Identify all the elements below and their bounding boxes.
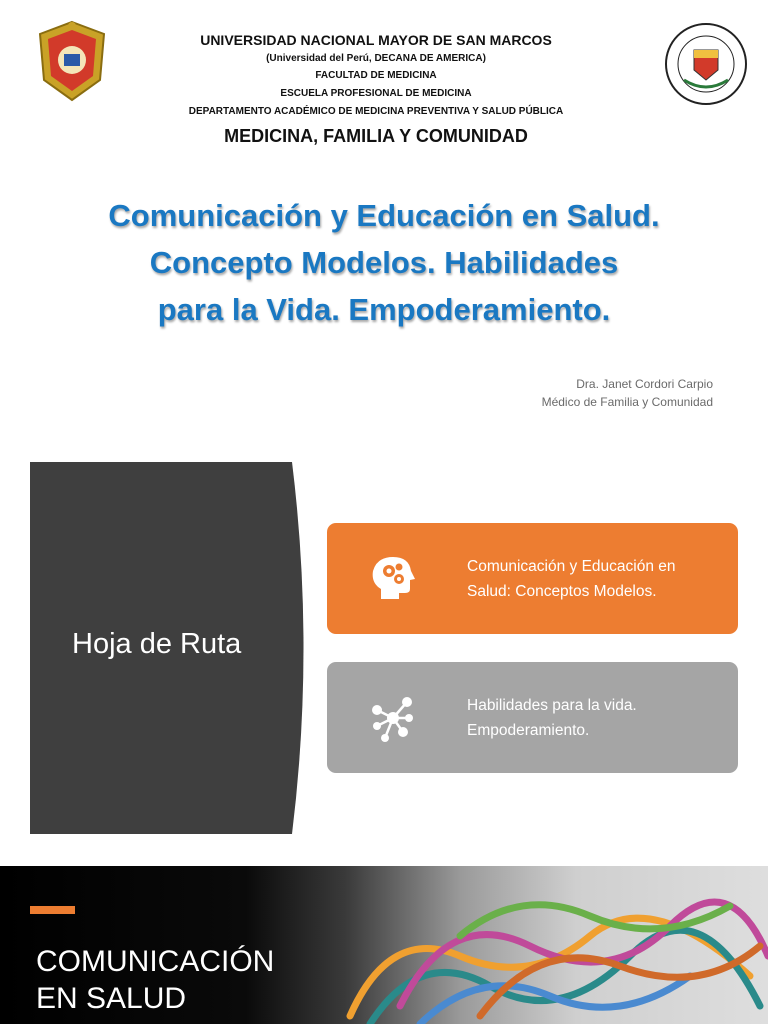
faculty-seal-icon [664,22,748,106]
network-icon [363,688,423,748]
roadmap-item-line: Habilidades para la vida. [467,697,637,714]
university-name: UNIVERSIDAD NACIONAL MAYOR DE SAN MARCOS [200,32,552,48]
presentation-title-line-3: para la Vida. Empoderamiento. [157,292,611,327]
section-title-line-1: COMUNICACIÓN [36,945,275,978]
presentation-title-line-2: Concepto Modelos. Habilidades [149,245,619,280]
roadmap-item-communication[interactable] [327,523,738,634]
university-seal-icon [34,20,110,102]
roadmap-heading: Hoja de Ruta [72,628,242,660]
presentation-title-line-1: Comunicación y Educación en Salud. [108,198,660,233]
roadmap-item-line: Empoderamiento. [467,722,590,739]
section-accent-bar [30,906,75,914]
section-title-line-2: EN SALUD [36,982,187,1015]
department-name: DEPARTAMENTO ACADÉMICO DE MEDICINA PREVENTIVA Y SALUD PÚBLICA [188,106,564,117]
head-gears-icon [363,549,423,609]
roadmap-item-line: Comunicación y Educación en [467,558,676,575]
course-name: MEDICINA, FAMILIA Y COMUNIDAD [224,126,528,146]
roadmap-item-life-skills[interactable] [327,662,738,773]
faculty-name: FACULTAD DE MEDICINA [315,70,437,81]
university-subtitle: (Universidad del Perú, DECANA DE AMERICA) [266,53,486,64]
author-role: Médico de Familia y Comunidad [541,395,713,409]
tangled-lines-image [330,866,768,1024]
author-name: Dra. Janet Cordori Carpio [576,377,713,391]
school-name: ESCUELA PROFESIONAL DE MEDICINA [280,88,472,99]
roadmap-item-line: Salud: Conceptos Modelos. [467,583,657,600]
